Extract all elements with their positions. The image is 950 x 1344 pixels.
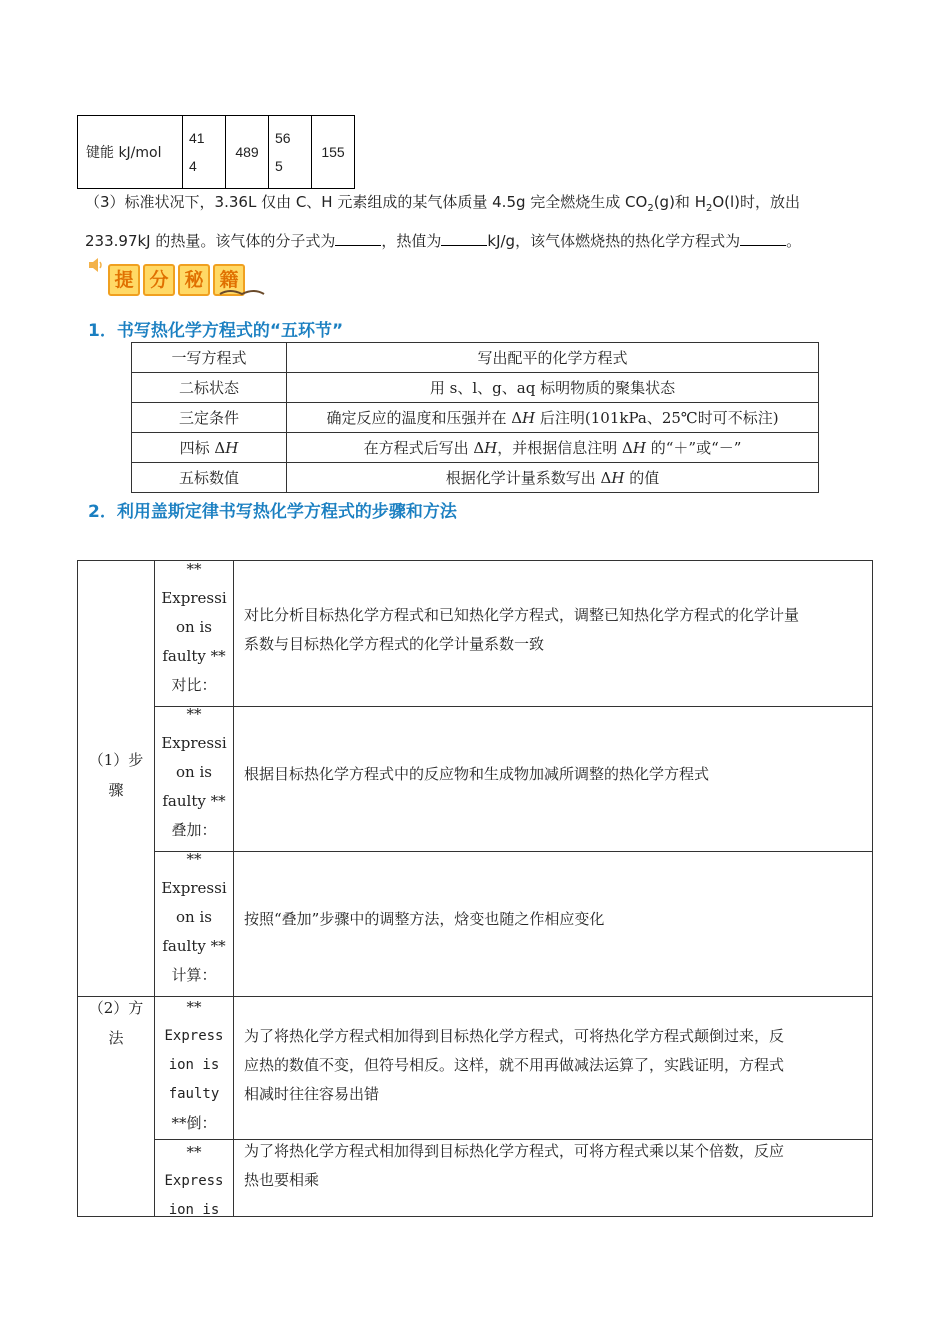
section-heading-1: 1．书写热化学方程式的“五环节” [88,321,344,341]
bond-energy-cell [183,116,226,189]
text: 对比分析目标热化学方程式和已知热化学方程式，调整已知热化学方程式的化学计量 [244,606,800,624]
answer-blank[interactable] [740,231,786,246]
text: faulty [168,1086,220,1102]
text: ** [186,560,202,578]
text: 为了将热化学方程式相加得到目标热化学方程式，可将热化学方程式颠倒过来，反 [244,1027,785,1045]
question-3-line-2 [85,225,865,257]
step-key: 二标状态 [132,373,287,403]
text: 应热的数值不变，但符号相反。这样，就不用再做减法运算了，实践证明，方程式 [244,1056,785,1074]
text: 后注明(101kPa、25℃时可不标注) [535,409,779,427]
step-tag-cell [155,555,233,700]
table-row [132,463,819,493]
question-3-line-1 [85,186,865,225]
cell-line: 4 [189,158,197,174]
text: 在方程式后写出 Δ [363,439,485,457]
text: Express [164,1028,224,1044]
text: 233.97kJ 的热量。该气体的分子式为 [85,232,336,250]
text: 热也要相乘 [244,1171,320,1189]
bond-energy-table [77,115,355,189]
text: 根据目标热化学方程式中的反应物和生成物加减所调整的热化学方程式 [244,765,710,783]
bond-energy-cell [269,116,312,189]
step-value: 写出配平的化学方程式 [287,343,819,373]
step-tag-cell [155,845,233,990]
text: faulty ** [162,647,226,665]
table-row [132,373,819,403]
text: kJ/g，该气体燃烧热的热化学方程式为 [487,232,741,250]
banner-char: 秘 [178,264,210,296]
text: ** [186,705,202,723]
text: **倒： [171,1114,217,1132]
hess-law-table [77,560,873,1217]
text: Expressi [161,879,227,897]
text: 。 [786,232,802,250]
text: H [522,409,536,427]
step-value [287,463,819,493]
text: ，并根据信息注明 Δ [497,439,633,457]
bond-energy-label: 键能 kJ/mol [78,116,183,189]
text: ** [186,1143,202,1161]
text: 为了将热化学方程式相加得到目标热化学方程式，可将方程式乘以某个倍数，反应 [244,1142,785,1160]
book-icon [218,286,266,296]
text: on is [176,618,212,636]
step-value [287,433,819,463]
text: on is [176,763,212,781]
text: 的“＋”或“－” [645,439,742,457]
tips-banner [88,256,268,300]
text: Expressi [161,589,227,607]
method-tag-cell [155,1138,233,1216]
text: （1）步 [88,751,144,769]
text: 法 [108,1029,124,1047]
answer-blank[interactable] [441,231,487,246]
text: faulty ** [162,792,226,810]
step-description [244,760,868,789]
text: 系数与目标热化学方程式的化学计量系数一致 [244,635,545,653]
text: ** [186,850,202,868]
text: 骤 [108,781,124,799]
table-row [132,433,819,463]
text: （2）方 [88,999,144,1017]
question-3 [85,186,865,257]
cell-line: 41 [189,130,205,146]
text: 确定反应的温度和压强并在 Δ [326,409,523,427]
text: H [484,439,498,457]
five-steps-table [131,342,819,493]
text: 相减时往往容易出错 [244,1085,380,1103]
cell-line: 56 [275,130,291,146]
text: faulty ** [162,937,226,955]
text: H [225,439,239,457]
text: O(l)时，放出 [712,193,801,211]
text: 的值 [624,469,660,487]
text: 对比： [171,676,217,694]
text: 叠加： [171,821,217,839]
text: 四标 Δ [179,439,226,457]
text: on is [176,908,212,926]
text: (g)和 H [653,193,706,211]
text: 根据化学计量系数写出 Δ [445,469,612,487]
bond-energy-cell: 155 [312,116,355,189]
step-value [287,403,819,433]
text: H [611,469,625,487]
banner-char: 分 [143,264,175,296]
step-description [244,905,868,934]
text: H [632,439,646,457]
section-heading-2: 2．利用盖斯定律书写热化学方程式的步骤和方法 [88,502,457,522]
text: （3）标准状况下，3.36L 仅由 C、H 元素组成的某气体质量 4.5g 完全燃烧生成 CO [85,193,648,211]
text: ，热值为 [381,232,442,250]
cell-line: 5 [275,158,283,174]
step-key: 一写方程式 [132,343,287,373]
text: ion is [168,1202,220,1216]
subscript: 2 [705,203,713,214]
text: Express [164,1173,224,1189]
step-key: 三定条件 [132,403,287,433]
group-label-method [78,993,154,1053]
speaker-icon [88,258,104,272]
step-key: 五标数值 [132,463,287,493]
method-description [244,1022,868,1109]
method-tag-cell [155,993,233,1138]
bond-energy-cell: 489 [226,116,269,189]
text: Expressi [161,734,227,752]
banner-char: 籍 [213,264,245,296]
banner-char: 提 [108,264,140,296]
table-row [132,343,819,373]
text: 按照“叠加”步骤中的调整方法，焓变也随之作相应变化 [244,910,605,928]
step-description [244,601,868,659]
text: ion is [168,1057,220,1073]
text: ** [186,998,202,1016]
subscript: 2 [647,203,654,214]
table-row [132,403,819,433]
step-value: 用 s、l、g、aq 标明物质的聚集状态 [287,373,819,403]
answer-blank[interactable] [335,231,381,246]
method-description [244,1137,868,1195]
step-tag-cell [155,700,233,845]
text: 计算： [171,966,217,984]
group-label-steps [78,745,154,805]
step-key [132,433,287,463]
